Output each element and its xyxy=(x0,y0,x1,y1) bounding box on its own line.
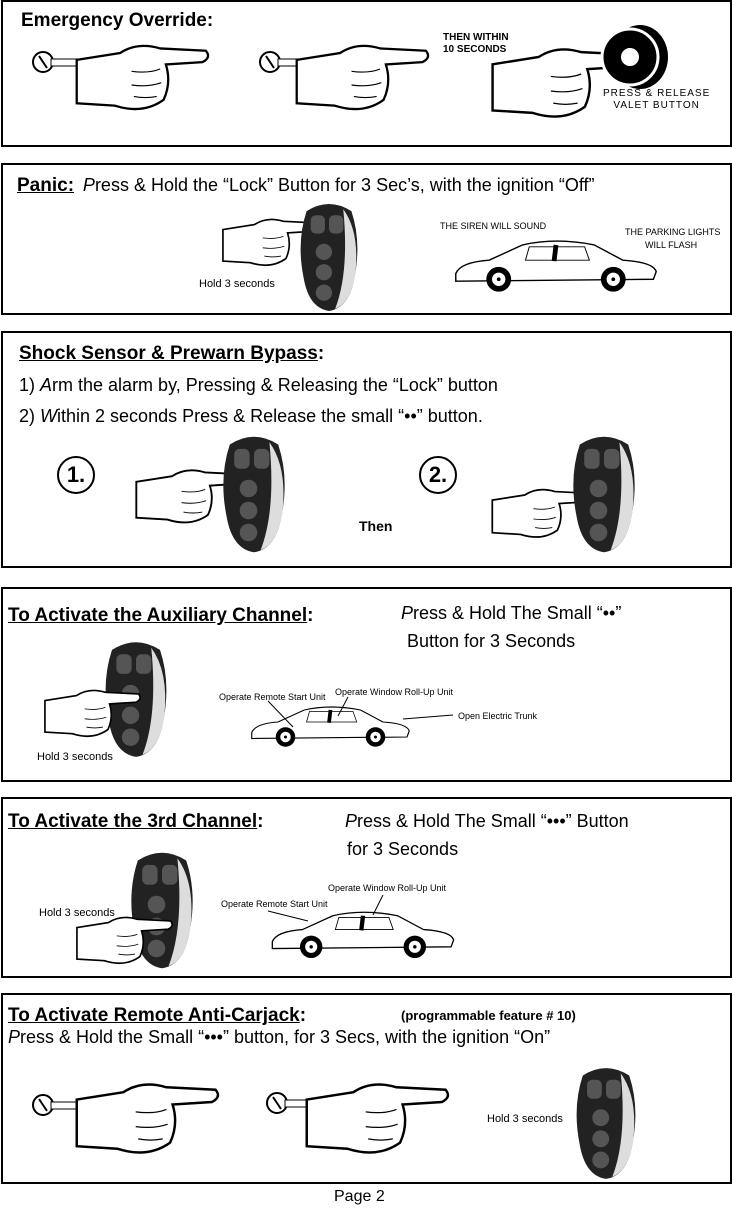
window-label: Operate Window Roll-Up Unit xyxy=(328,883,447,893)
instruction-text-2: Button for 3 Seconds xyxy=(407,631,576,651)
drop-cap: W xyxy=(40,406,58,426)
emergency-override-section xyxy=(1,0,732,147)
parking-lights-label: THE PARKING LIGHTS xyxy=(625,227,721,237)
remote-start-label: Operate Remote Start Unit xyxy=(219,692,326,702)
colon: : xyxy=(299,1005,307,1026)
hold-label: Hold 3 seconds xyxy=(487,1113,563,1125)
remote-icon xyxy=(573,1065,639,1181)
section-title: To Activate the Auxiliary Channel xyxy=(8,605,308,626)
step-1-badge: 1. xyxy=(57,456,95,494)
step-text: ithin 2 seconds Press & Release the small “••” button. xyxy=(57,406,483,426)
car-icon xyxy=(451,235,661,293)
step-2-badge: 2. xyxy=(419,456,457,494)
hand-turning-key-icon xyxy=(73,1075,223,1161)
drop-cap: A xyxy=(40,375,53,395)
colon: : xyxy=(257,811,264,832)
callout-lines xyxy=(3,799,730,975)
colon: : xyxy=(307,605,314,626)
section-title: Emergency Override: xyxy=(21,10,214,31)
feature-note: (programmable feature # 10) xyxy=(401,1008,576,1023)
drop-cap: P xyxy=(82,175,95,195)
drop-cap: P xyxy=(401,603,414,623)
shock-sensor-section xyxy=(1,331,732,568)
hand-turning-key-icon xyxy=(293,37,433,117)
auxiliary-channel-section xyxy=(1,587,732,782)
drop-cap: P xyxy=(345,811,358,831)
hold-label: Hold 3 seconds xyxy=(39,907,115,919)
anti-carjack-section xyxy=(1,993,732,1184)
window-label: Operate Window Roll-Up Unit xyxy=(335,687,454,697)
instruction-text: ress & Hold the Small “•••” button, for 3 Secs, with the ignition “On” xyxy=(20,1027,551,1047)
section-title: To Activate the 3rd Channel xyxy=(8,811,258,832)
third-channel-section xyxy=(1,797,732,978)
then-within-label: THEN WITHIN xyxy=(443,32,509,43)
hand-turning-key-icon xyxy=(73,37,213,117)
ten-seconds-label: 10 SECONDS xyxy=(443,44,507,55)
hold-label: Hold 3 seconds xyxy=(37,751,113,763)
step-2-text xyxy=(19,406,483,427)
section-title: To Activate Remote Anti-Carjack xyxy=(8,1005,300,1026)
remote-start-label: Operate Remote Start Unit xyxy=(221,899,328,909)
remote-icon xyxy=(221,433,287,555)
step-text: rm the alarm by, Pressing & Releasing the “Lock” button xyxy=(52,375,498,395)
instruction-text: ress & Hold The Small “•••” Button xyxy=(357,811,629,831)
then-label: Then xyxy=(359,518,393,534)
remote-icon xyxy=(571,433,637,555)
hand-turning-key-icon xyxy=(303,1075,453,1161)
step-1-text xyxy=(19,375,498,396)
hold-label: Hold 3 seconds xyxy=(199,278,275,290)
valet-button-icon xyxy=(598,24,670,90)
step-number: 1) xyxy=(19,375,41,395)
section-title: Panic: xyxy=(17,175,75,196)
panic-section xyxy=(1,163,732,315)
page-number: Page 2 xyxy=(334,1188,385,1205)
valet-button-label: VALET BUTTON xyxy=(613,100,700,111)
instruction-text: ress & Hold the “Lock” Button for 3 Sec’s, with the ignition “Off” xyxy=(94,175,595,195)
colon: : xyxy=(317,343,325,364)
instruction-text-2: for 3 Seconds xyxy=(347,839,459,859)
callout-lines xyxy=(3,589,730,779)
section-title: Shock Sensor & Prewarn Bypass xyxy=(19,343,318,364)
step-number: 2) xyxy=(19,406,41,426)
will-flash-label: WILL FLASH xyxy=(645,240,698,250)
siren-label: THE SIREN WILL SOUND xyxy=(440,221,547,231)
remote-icon xyxy=(298,201,360,313)
drop-cap: P xyxy=(8,1027,21,1047)
trunk-label: Open Electric Trunk xyxy=(458,711,538,721)
instruction-text: ress & Hold The Small “••” xyxy=(413,603,622,623)
press-release-label: PRESS & RELEASE xyxy=(603,88,711,99)
